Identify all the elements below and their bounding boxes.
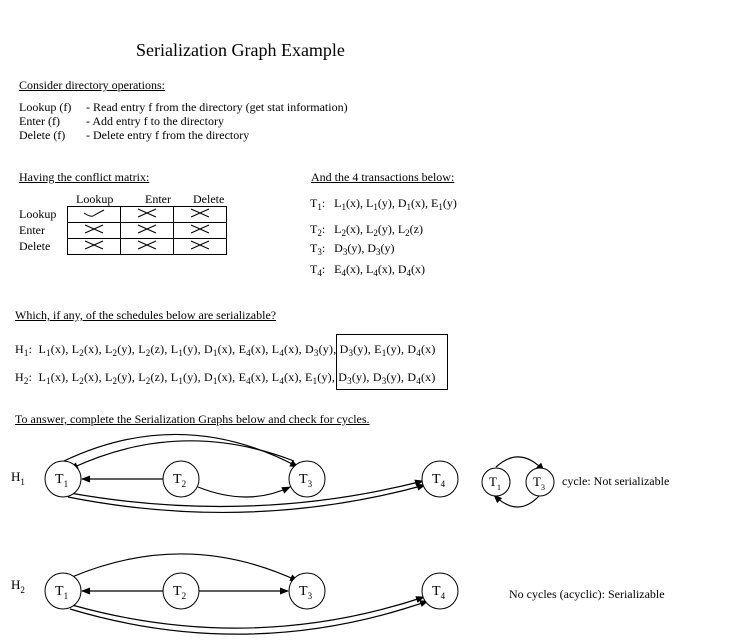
svg-text:T1: $T_1$: [55, 472, 69, 489]
graph-label-h2: $H_2$: [11, 577, 25, 595]
h2-node-t2: [163, 573, 199, 609]
cross-icon: [136, 223, 158, 237]
op-desc-lookup: - Read entry f from the directory (get stat information): [86, 100, 348, 114]
transaction-line: $T_2$: $L_2(x)$, $L_2(y)$, $L_2(z)$: [310, 222, 423, 238]
h1-result: cycle: Not serializable: [562, 474, 670, 488]
h2-node-t3: [289, 573, 325, 609]
h1-cycle-node-t1: [482, 468, 510, 496]
op-name-delete: Delete (f): [19, 128, 66, 142]
h1-node-t1: [45, 461, 81, 497]
h1-edge-t2-t3: [198, 487, 290, 497]
cm-cell: [174, 207, 227, 223]
svg-text:T3: $T_3$: [299, 472, 313, 489]
h2-edge-t1-t4: [72, 597, 424, 628]
svg-text:T4: $T_4$: [432, 584, 446, 601]
transaction-line: $T_3$: $D_3(y)$, $D_3(y)$: [310, 241, 395, 257]
conflict-row-lookup: Lookup: [19, 207, 57, 221]
cm-cell: [121, 223, 174, 239]
h2-result: No cycles (acyclic): Serializable: [509, 587, 665, 601]
cross-icon: [136, 239, 158, 253]
cross-icon: [83, 223, 105, 237]
transactions-heading: And the 4 transactions below:: [311, 170, 455, 184]
page-title: Serialization Graph Example: [136, 40, 345, 60]
conflict-heading: Having the conflict matrix:: [19, 170, 150, 184]
cross-icon: [189, 223, 211, 237]
intro-heading: Consider directory operations:: [19, 78, 165, 92]
h1-node-t2: [163, 461, 199, 497]
op-name-enter: Enter (f): [19, 114, 60, 128]
op-desc-delete: - Delete entry f from the directory: [86, 128, 250, 142]
transaction-line: $T_4$: $E_4(x)$, $L_4(x)$, $D_4(x)$: [310, 262, 426, 278]
h1-edges: [64, 434, 425, 512]
h2-node-t4: [422, 573, 458, 609]
cross-icon: [83, 239, 105, 253]
h1-node-t4: [422, 461, 458, 497]
conflict-col-lookup: Lookup: [76, 192, 114, 206]
serialization-graphs: [0, 425, 729, 643]
svg-text:T3: $T_3$: [533, 474, 545, 492]
cross-icon: [189, 239, 211, 253]
op-name-lookup: Lookup (f): [19, 100, 72, 114]
transaction-line: $T_1$: $L_1(x)$, $L_1(y)$, $D_1(x)$, $E_1(y)$: [310, 196, 457, 212]
cm-cell: [174, 239, 227, 255]
h1-edge-t1-t4: [68, 485, 425, 512]
svg-text:T1: $T_1$: [489, 474, 501, 492]
svg-text:T2: $T_2$: [173, 584, 187, 601]
check-icon: [82, 207, 106, 221]
graph-label-h1: $H_1$: [11, 469, 25, 487]
cross-icon: [189, 207, 211, 221]
cross-icon: [136, 207, 158, 221]
h1-edge-t1-t4-b: [70, 481, 423, 506]
conflict-row-enter: Enter: [19, 223, 45, 237]
op-desc-enter: - Add entry f to the directory: [86, 114, 224, 128]
schedule-question: Which, if any, of the schedules below are serializable?: [15, 308, 277, 322]
svg-text:T1: $T_1$: [55, 584, 69, 601]
cm-cell: [68, 223, 121, 239]
conflict-col-enter: Enter: [145, 192, 171, 206]
cm-cell: [68, 239, 121, 255]
cm-cell: [174, 223, 227, 239]
highlight-box: [336, 334, 448, 390]
h2-edges: [70, 554, 428, 634]
svg-text:T2: $T_2$: [173, 472, 187, 489]
svg-text:T3: $T_3$: [299, 584, 313, 601]
h1-cycle-node-t3: [526, 468, 554, 496]
h1-node-t3: [289, 461, 325, 497]
cm-cell: [68, 207, 121, 223]
cm-cell: [121, 207, 174, 223]
conflict-row-delete: Delete: [19, 239, 51, 253]
conflict-col-delete: Delete: [193, 192, 225, 206]
schedule-line: $H_2$: $L_1(x)$, $L_2(x)$, $L_2(y)$, $L_2(z)$, $L_1(y)$, $D_1(x)$, $E_4(x)$, $L_4(x)$, $E_1(y)$, $D_3(y)$, $D_3(y)$, $D_4(x)$: [15, 370, 436, 386]
schedule-line: $H_1$: $L_1(x)$, $L_2(x)$, $L_2(y)$, $L_2(z)$, $L_1(y)$, $D_1(x)$, $E_4(x)$, $L_4(x)$, $D_3(y)$, $D_3(y)$, $E_1(y)$, $D_4(x)$: [15, 342, 436, 358]
cm-cell: [121, 239, 174, 255]
conflict-matrix: [67, 206, 227, 255]
h2-node-t1: [45, 573, 81, 609]
answer-heading: To answer, complete the Serialization Graphs below and check for cycles.: [15, 412, 370, 426]
svg-text:T4: $T_4$: [432, 472, 446, 489]
